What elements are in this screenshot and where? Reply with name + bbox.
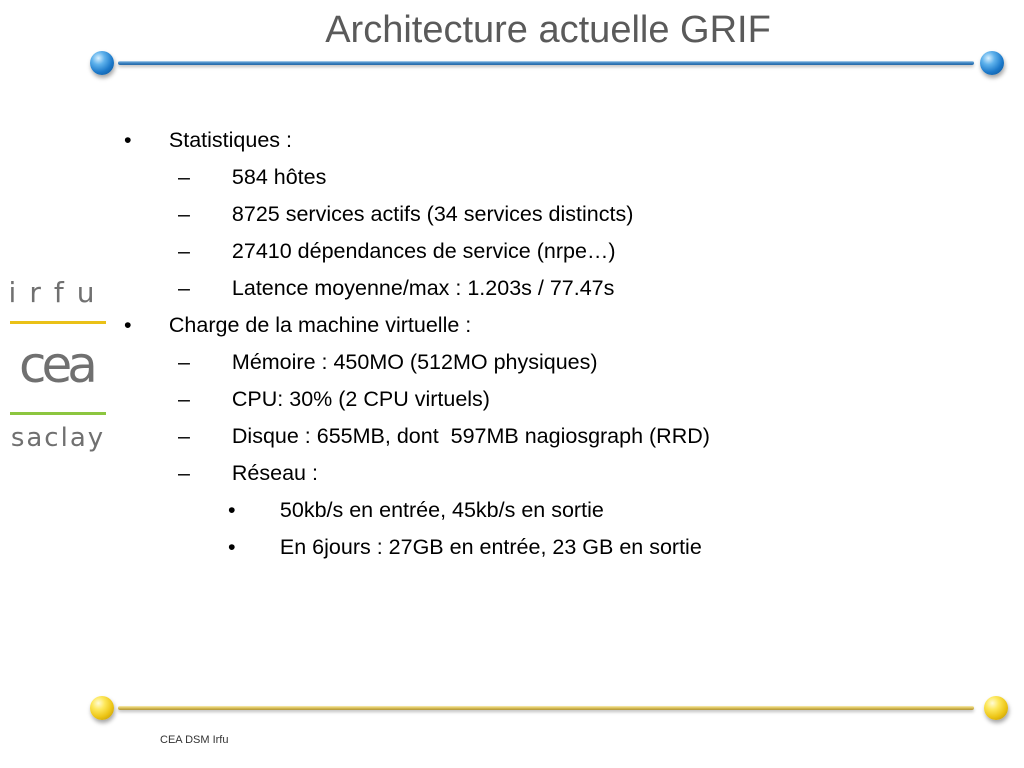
bottom-divider [118, 706, 974, 710]
list-item [124, 344, 984, 411]
dash-marker: – [178, 165, 190, 189]
list-item-text: CPU: 30% (2 CPU virtuels) [231, 387, 490, 411]
bullet-marker: • [124, 128, 132, 152]
top-left-blue-ball [90, 51, 114, 75]
bullet-marker: • [228, 498, 236, 522]
list-item [124, 418, 984, 485]
list-item-text: Réseau : [231, 461, 318, 485]
logo-saclay-text: saclay [10, 423, 106, 453]
sub-list-item [124, 492, 984, 559]
footer-text: CEA DSM Irfu [160, 734, 229, 746]
bullet-marker: • [124, 313, 132, 337]
bullet-text: Charge de la machine virtuelle : [168, 313, 472, 337]
sub-list-item-text: 50kb/s en entrée, 45kb/s en sortie [279, 498, 604, 522]
slide-content [124, 85, 984, 559]
dash-marker: – [178, 387, 190, 411]
dash-marker: – [178, 424, 190, 448]
list-item [124, 122, 984, 189]
dash-marker: – [178, 461, 190, 485]
list-item [124, 307, 984, 374]
logo-yellow-bar [10, 321, 106, 324]
top-right-blue-ball [980, 51, 1004, 75]
list-item-text: Latence moyenne/max : 1.203s / 77.47s [231, 276, 615, 300]
bullet-charge [124, 270, 984, 337]
list-item-text: Disque : 655MB, dont 597MB nagiosgraph (RRD) [231, 424, 710, 448]
sub-list-item-text: En 6jours : 27GB en entrée, 23 GB en sortie [279, 535, 702, 559]
bullet-marker: • [228, 535, 236, 559]
dash-marker: – [178, 239, 190, 263]
list-item [124, 159, 984, 226]
slide-title: Architecture actuelle GRIF [325, 9, 771, 51]
dash-marker: – [178, 202, 190, 226]
bottom-left-yellow-ball [90, 696, 114, 720]
irfu-cea-saclay-logo [8, 278, 108, 458]
bullet-text: Statistiques : [168, 128, 292, 152]
top-divider [118, 61, 974, 65]
sub-list-item [124, 455, 984, 522]
bullet-statistiques [124, 85, 984, 152]
dash-marker: – [178, 276, 190, 300]
list-item [124, 233, 984, 300]
logo-cea-text: cea [19, 336, 93, 394]
dash-marker: – [178, 350, 190, 374]
list-item-text: 27410 dépendances de service (nrpe…) [231, 239, 616, 263]
list-item-text: 8725 services actifs (34 services distincts) [231, 202, 634, 226]
bottom-right-yellow-ball [984, 696, 1008, 720]
logo-irfu-text: irfu [8, 278, 108, 309]
list-item-text: Mémoire : 450MO (512MO physiques) [231, 350, 598, 374]
list-item-text: 584 hôtes [231, 165, 327, 189]
list-item [124, 381, 984, 448]
list-item [124, 196, 984, 263]
logo-green-bar [10, 412, 106, 415]
